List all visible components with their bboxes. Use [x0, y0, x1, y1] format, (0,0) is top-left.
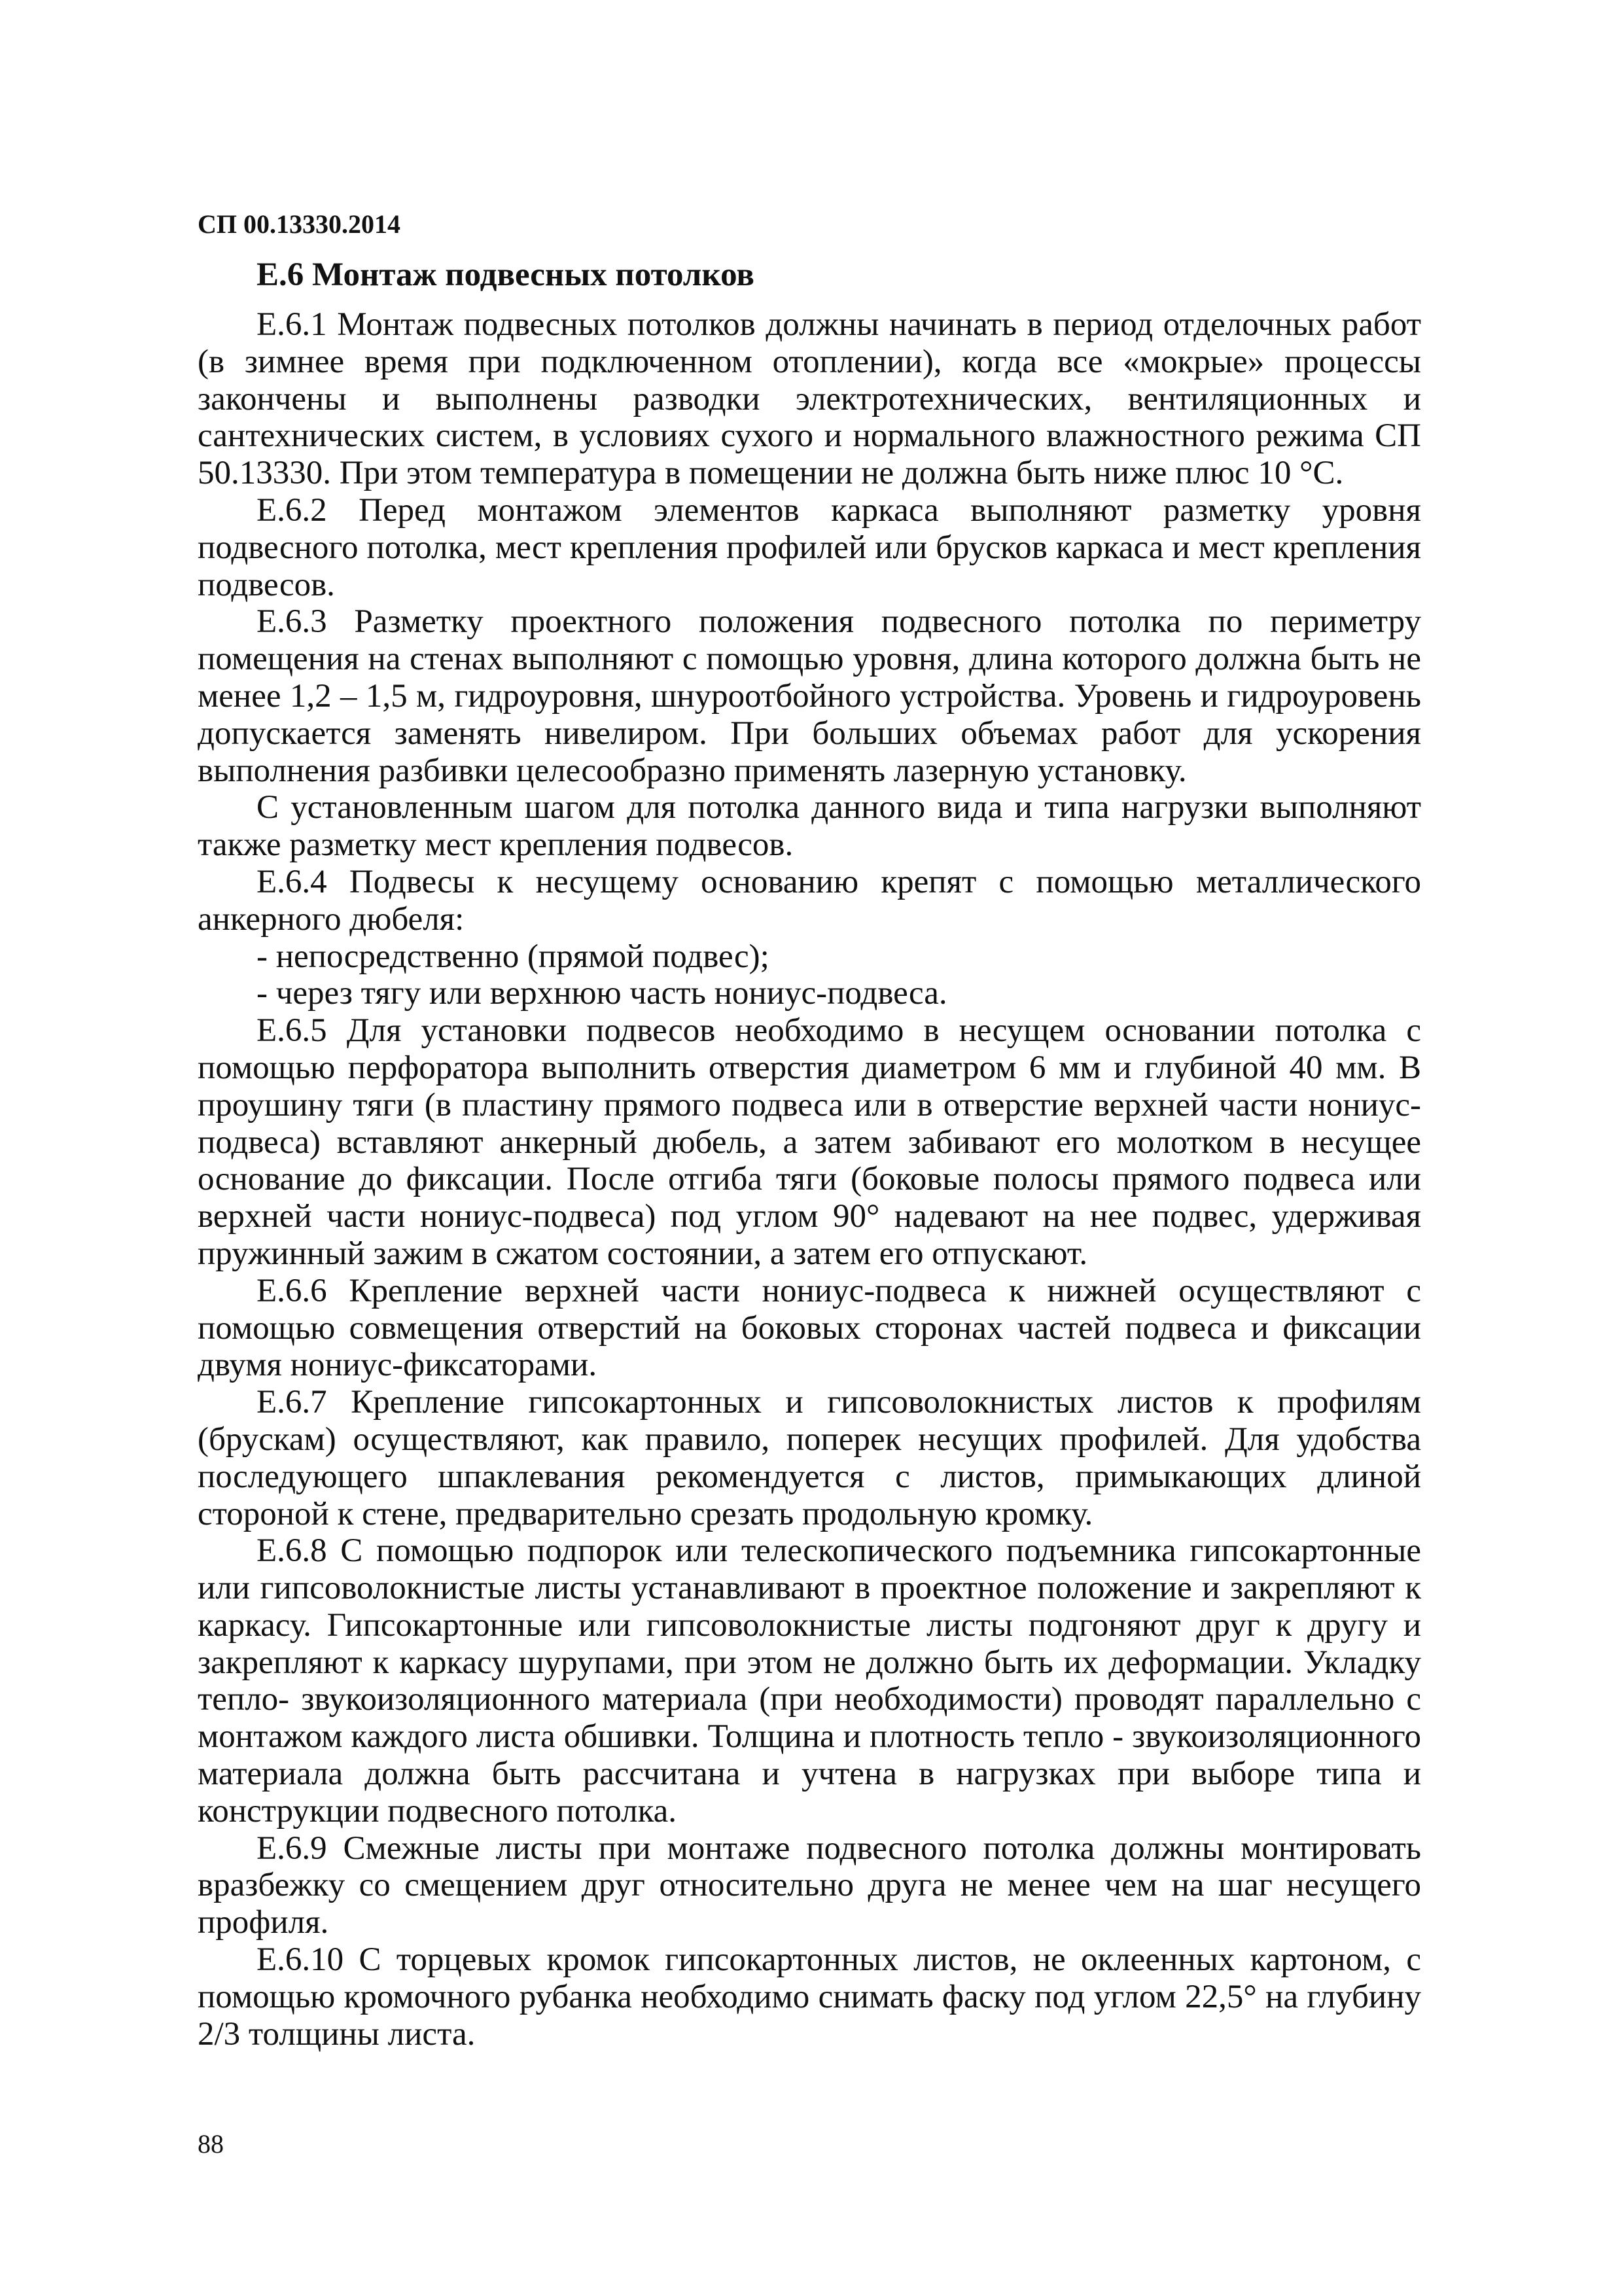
paragraph-e-6-9: Е.6.9 Смежные листы при монтаже подвесного потолка должны монтировать вразбежку со смещением друг относительно друга не менее чем на шаг несущего профиля. [198, 1829, 1421, 1941]
paragraph-spacing-note: С установленным шагом для потолка данного вида и типа нагрузки выполняют также разметку мест крепления подвесов. [198, 789, 1421, 864]
paragraph-e-6-6: Е.6.6 Крепление верхней части нониус-подвеса к нижней осуществляют с помощью совмещения отверстий на боковых сторонах частей подвеса и фиксации двумя нониус-фиксаторами. [198, 1272, 1421, 1384]
document-code: СП 00.13330.2014 [198, 209, 400, 239]
page-number: 88 [198, 2129, 224, 2159]
paragraph-e-6-7: Е.6.7 Крепление гипсокартонных и гипсоволокнистых листов к профилям (брускам) осуществляют, как правило, поперек несущих профилей. Для удобства последующего шпаклевания рекомендуется с листов, примыкающих длиной стороной к стене, предварительно срезать продольную кромку. [198, 1384, 1421, 1532]
list-item-rod: - через тягу или верхнюю часть нониус-подвеса. [256, 975, 947, 1012]
paragraph-e-6-5: Е.6.5 Для установки подвесов необходимо в несущем основании потолка с помощью перфоратора выполнить отверстия диаметром 6 мм и глубиной 40 мм. В проушину тяги (в пластину прямого подвеса или в отверстие верхней части нониус-подвеса) вставляют анкерный дюбель, а затем забивают его молотком в несущее основание до фиксации. После отгиба тяги (боковые полосы прямого подвеса или верхней части нониус-подвеса) под углом 90° надевают на нее подвес, удерживая пружинный зажим в сжатом состоянии, а затем его отпускают. [198, 1012, 1421, 1272]
body-text [198, 306, 1421, 2053]
paragraph-e-6-10: Е.6.10 С торцевых кромок гипсокартонных листов, не оклеенных картоном, с помощью кромочного рубанка необходимо снимать фаску под углом 22,5° на глубину 2/3 толщины листа. [198, 1941, 1421, 2053]
section-title: Е.6 Монтаж подвесных потолков [256, 256, 754, 293]
paragraph-e-6-4: Е.6.4 Подвесы к несущему основанию крепят с помощью металлического анкерного дюбеля: [198, 863, 1421, 938]
paragraph-e-6-3: Е.6.3 Разметку проектного положения подвесного потолка по периметру помещения на стенах выполняют с помощью уровня, длина которого должна быть не менее 1,2 – 1,5 м, гидроуровня, шнуроотбойного устройства. Уровень и гидроуровень допускается заменять нивелиром. При больших объемах работ для ускорения выполнения разбивки целесообразно применять лазерную установку. [198, 603, 1421, 789]
paragraph-e-6-1: Е.6.1 Монтаж подвесных потолков должны начинать в период отделочных работ (в зимнее время при подключенном отоплении), когда все «мокрые» процессы закончены и выполнены разводки электротехнических, вентиляционных и сантехнических систем, в условиях сухого и нормального влажностного режима СП 50.13330. При этом температура в помещении не должна быть ниже плюс 10 °С. [198, 306, 1421, 492]
list-item-direct: - непосредственно (прямой подвес); [256, 938, 769, 975]
paragraph-e-6-8: Е.6.8 С помощью подпорок или телескопического подъемника гипсокартонные или гипсоволокнистые листы устанавливают в проектное положение и закрепляют к каркасу. Гипсокартонные или гипсоволокнистые листы подгоняют друг к другу и закрепляют к каркасу шурупами, при этом не должно быть их деформации. Укладку тепло- звукоизоляционного материала (при необходимости) проводят параллельно с монтажом каждого листа обшивки. Толщина и плотность тепло - звукоизоляционного материала должна быть рассчитана и учтена в нагрузках при выборе типа и конструкции подвесного потолка. [198, 1532, 1421, 1829]
paragraph-e-6-2: Е.6.2 Перед монтажом элементов каркаса выполняют разметку уровня подвесного потолка, мест крепления профилей или брусков каркаса и мест крепления подвесов. [198, 491, 1421, 603]
